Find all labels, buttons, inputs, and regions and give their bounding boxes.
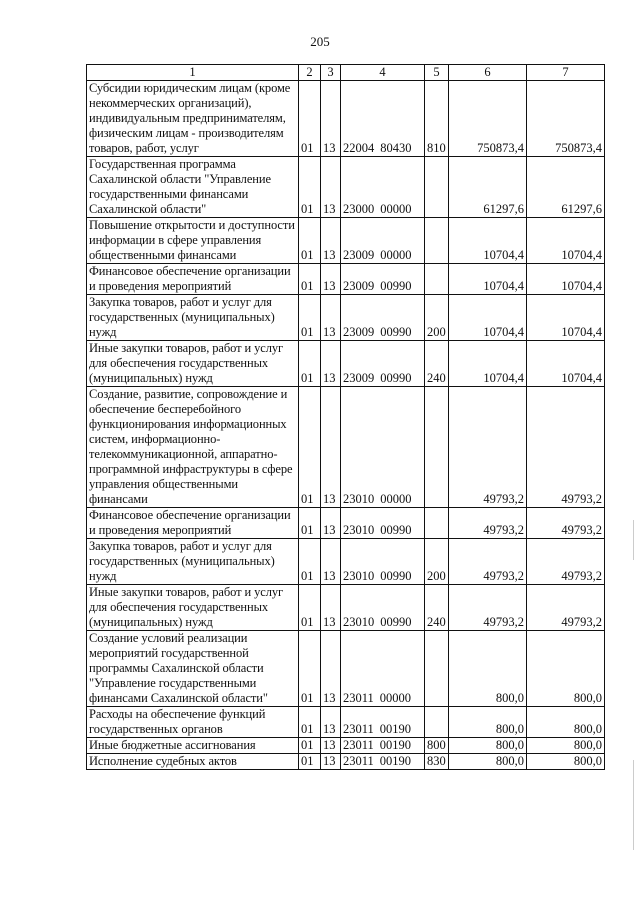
row-name-cell: Закупка товаров, работ и услуг для государственных (муниципальных) нужд <box>87 295 299 341</box>
row-amount-cell: 800,0 <box>527 631 605 707</box>
row-target-article-cell <box>341 295 425 341</box>
row-subsection-cell: 13 <box>321 539 341 585</box>
row-amount-cell: 10704,4 <box>449 264 527 295</box>
row-amount-cell: 49793,2 <box>527 508 605 539</box>
row-amount-cell: 10704,4 <box>449 295 527 341</box>
row-expense-type-cell <box>425 387 449 508</box>
row-target-article-cell <box>341 738 425 754</box>
target-article-direction-code: 00000 <box>380 202 412 216</box>
header-cell: 5 <box>425 65 449 81</box>
row-target-article-cell <box>341 508 425 539</box>
target-article-direction-code: 00000 <box>380 248 412 262</box>
row-expense-type-cell <box>425 508 449 539</box>
table-row <box>87 738 605 754</box>
row-name-cell: Субсидии юридическим лицам (кроме некоммерческих организаций), индивидуальным предпринимателям, физическим лицам - производителям товаров, работ, услуг <box>87 81 299 157</box>
page-number: 205 <box>310 34 330 49</box>
row-subsection-cell: 13 <box>321 707 341 738</box>
target-article-program-code: 23009 <box>343 371 375 385</box>
table-row <box>87 539 605 585</box>
target-article-direction-code: 00190 <box>379 738 412 752</box>
row-name-cell: Иные закупки товаров, работ и услуг для обеспечения государственных (муниципальных) нужд <box>87 585 299 631</box>
row-name-cell: Создание условий реализации мероприятий государственной программы Сахалинской области "Управление государственными финансами Сахалинской области" <box>87 631 299 707</box>
row-section-cell: 01 <box>299 81 321 157</box>
row-subsection-cell: 13 <box>321 508 341 539</box>
header-cell: 7 <box>527 65 605 81</box>
row-amount-cell: 61297,6 <box>527 157 605 218</box>
row-amount-cell: 800,0 <box>449 738 527 754</box>
row-target-article-cell <box>341 81 425 157</box>
target-article-program-code: 23000 <box>343 202 375 216</box>
target-article-direction-code: 00000 <box>379 691 412 705</box>
table-row <box>87 157 605 218</box>
row-amount-cell: 49793,2 <box>527 387 605 508</box>
target-article-direction-code: 00190 <box>379 754 412 768</box>
row-subsection-cell: 13 <box>321 754 341 770</box>
target-article-program-code: 23009 <box>343 279 375 293</box>
row-name-cell: Создание, развитие, сопровождение и обеспечение бесперебойного функционирования информационных систем, информационно-телекоммуникационной, аппаратно-программной инфраструктуры в сфере управления общественными финансами <box>87 387 299 508</box>
row-name-cell: Закупка товаров, работ и услуг для государственных (муниципальных) нужд <box>87 539 299 585</box>
target-article-direction-code: 00190 <box>379 722 412 736</box>
target-article-program-code: 23010 <box>343 569 375 583</box>
row-section-cell: 01 <box>299 387 321 508</box>
table-row <box>87 81 605 157</box>
row-section-cell: 01 <box>299 754 321 770</box>
row-expense-type-cell: 200 <box>425 295 449 341</box>
row-amount-cell: 800,0 <box>449 754 527 770</box>
row-target-article-cell <box>341 387 425 508</box>
row-amount-cell: 49793,2 <box>449 539 527 585</box>
row-section-cell: 01 <box>299 218 321 264</box>
row-section-cell: 01 <box>299 295 321 341</box>
row-section-cell: 01 <box>299 508 321 539</box>
row-target-article-cell <box>341 218 425 264</box>
table-row <box>87 295 605 341</box>
row-section-cell: 01 <box>299 707 321 738</box>
row-subsection-cell: 13 <box>321 738 341 754</box>
scan-edge-mark <box>633 520 634 560</box>
row-expense-type-cell: 240 <box>425 341 449 387</box>
row-expense-type-cell: 240 <box>425 585 449 631</box>
row-name-cell: Финансовое обеспечение организации и проведения мероприятий <box>87 264 299 295</box>
header-cell: 6 <box>449 65 527 81</box>
row-expense-type-cell: 810 <box>425 81 449 157</box>
row-expense-type-cell: 200 <box>425 539 449 585</box>
row-section-cell: 01 <box>299 264 321 295</box>
row-section-cell: 01 <box>299 341 321 387</box>
table-row <box>87 387 605 508</box>
row-section-cell: 01 <box>299 539 321 585</box>
target-article-direction-code: 00990 <box>380 523 412 537</box>
row-target-article-cell <box>341 539 425 585</box>
table-row <box>87 508 605 539</box>
row-amount-cell: 800,0 <box>449 707 527 738</box>
row-target-article-cell <box>341 754 425 770</box>
row-amount-cell: 800,0 <box>527 707 605 738</box>
row-subsection-cell: 13 <box>321 387 341 508</box>
row-amount-cell: 10704,4 <box>527 264 605 295</box>
table-row <box>87 341 605 387</box>
row-expense-type-cell <box>425 707 449 738</box>
target-article-direction-code: 00990 <box>380 615 412 629</box>
row-amount-cell: 750873,4 <box>449 81 527 157</box>
row-amount-cell: 10704,4 <box>449 218 527 264</box>
row-name-cell: Иные бюджетные ассигнования <box>87 738 299 754</box>
target-article-program-code: 23011 <box>343 754 374 768</box>
row-expense-type-cell: 830 <box>425 754 449 770</box>
row-section-cell: 01 <box>299 585 321 631</box>
row-target-article-cell <box>341 707 425 738</box>
row-name-cell: Исполнение судебных актов <box>87 754 299 770</box>
row-expense-type-cell <box>425 218 449 264</box>
budget-table <box>86 64 605 770</box>
row-name-cell: Иные закупки товаров, работ и услуг для обеспечения государственных (муниципальных) нужд <box>87 341 299 387</box>
row-target-article-cell <box>341 264 425 295</box>
row-expense-type-cell <box>425 631 449 707</box>
row-expense-type-cell: 800 <box>425 738 449 754</box>
target-article-program-code: 23011 <box>343 691 374 705</box>
row-expense-type-cell <box>425 157 449 218</box>
row-subsection-cell: 13 <box>321 81 341 157</box>
table-body <box>87 81 605 770</box>
row-section-cell: 01 <box>299 631 321 707</box>
target-article-program-code: 23010 <box>343 615 375 629</box>
table-row <box>87 218 605 264</box>
table-header-row <box>87 65 605 81</box>
row-subsection-cell: 13 <box>321 295 341 341</box>
row-amount-cell: 750873,4 <box>527 81 605 157</box>
row-amount-cell: 800,0 <box>449 631 527 707</box>
row-amount-cell: 10704,4 <box>527 218 605 264</box>
row-section-cell: 01 <box>299 157 321 218</box>
row-name-cell: Государственная программа Сахалинской области "Управление государственными финансами Сахалинской области" <box>87 157 299 218</box>
table-row <box>87 754 605 770</box>
target-article-program-code: 23010 <box>343 523 375 537</box>
row-amount-cell: 10704,4 <box>527 295 605 341</box>
target-article-direction-code: 00000 <box>380 492 412 506</box>
row-section-cell: 01 <box>299 738 321 754</box>
row-target-article-cell <box>341 157 425 218</box>
row-amount-cell: 49793,2 <box>449 387 527 508</box>
row-amount-cell: 800,0 <box>527 738 605 754</box>
target-article-direction-code: 80430 <box>380 141 412 155</box>
row-subsection-cell: 13 <box>321 157 341 218</box>
header-cell: 4 <box>341 65 425 81</box>
row-amount-cell: 10704,4 <box>527 341 605 387</box>
row-amount-cell: 800,0 <box>527 754 605 770</box>
row-name-cell: Повышение открытости и доступности информации в сфере управления общественными финансами <box>87 218 299 264</box>
row-amount-cell: 49793,2 <box>527 539 605 585</box>
target-article-program-code: 23011 <box>343 738 374 752</box>
row-target-article-cell <box>341 341 425 387</box>
row-subsection-cell: 13 <box>321 341 341 387</box>
target-article-program-code: 23009 <box>343 248 375 262</box>
table-row <box>87 585 605 631</box>
row-amount-cell: 49793,2 <box>527 585 605 631</box>
target-article-direction-code: 00990 <box>380 569 412 583</box>
row-amount-cell: 10704,4 <box>449 341 527 387</box>
target-article-direction-code: 00990 <box>380 371 412 385</box>
header-cell: 1 <box>87 65 299 81</box>
row-subsection-cell: 13 <box>321 218 341 264</box>
target-article-direction-code: 00990 <box>380 325 412 339</box>
scan-edge-mark <box>633 760 634 850</box>
target-article-program-code: 23009 <box>343 325 375 339</box>
target-article-program-code: 22004 <box>343 141 375 155</box>
target-article-direction-code: 00990 <box>380 279 412 293</box>
row-amount-cell: 61297,6 <box>449 157 527 218</box>
row-expense-type-cell <box>425 264 449 295</box>
row-name-cell: Финансовое обеспечение организации и проведения мероприятий <box>87 508 299 539</box>
row-amount-cell: 49793,2 <box>449 508 527 539</box>
row-subsection-cell: 13 <box>321 631 341 707</box>
table-row <box>87 707 605 738</box>
header-cell: 2 <box>299 65 321 81</box>
header-cell: 3 <box>321 65 341 81</box>
row-target-article-cell <box>341 585 425 631</box>
row-target-article-cell <box>341 631 425 707</box>
table-row <box>87 264 605 295</box>
table-row <box>87 631 605 707</box>
row-amount-cell: 49793,2 <box>449 585 527 631</box>
row-subsection-cell: 13 <box>321 585 341 631</box>
row-subsection-cell: 13 <box>321 264 341 295</box>
target-article-program-code: 23011 <box>343 722 374 736</box>
row-name-cell: Расходы на обеспечение функций государственных органов <box>87 707 299 738</box>
target-article-program-code: 23010 <box>343 492 375 506</box>
